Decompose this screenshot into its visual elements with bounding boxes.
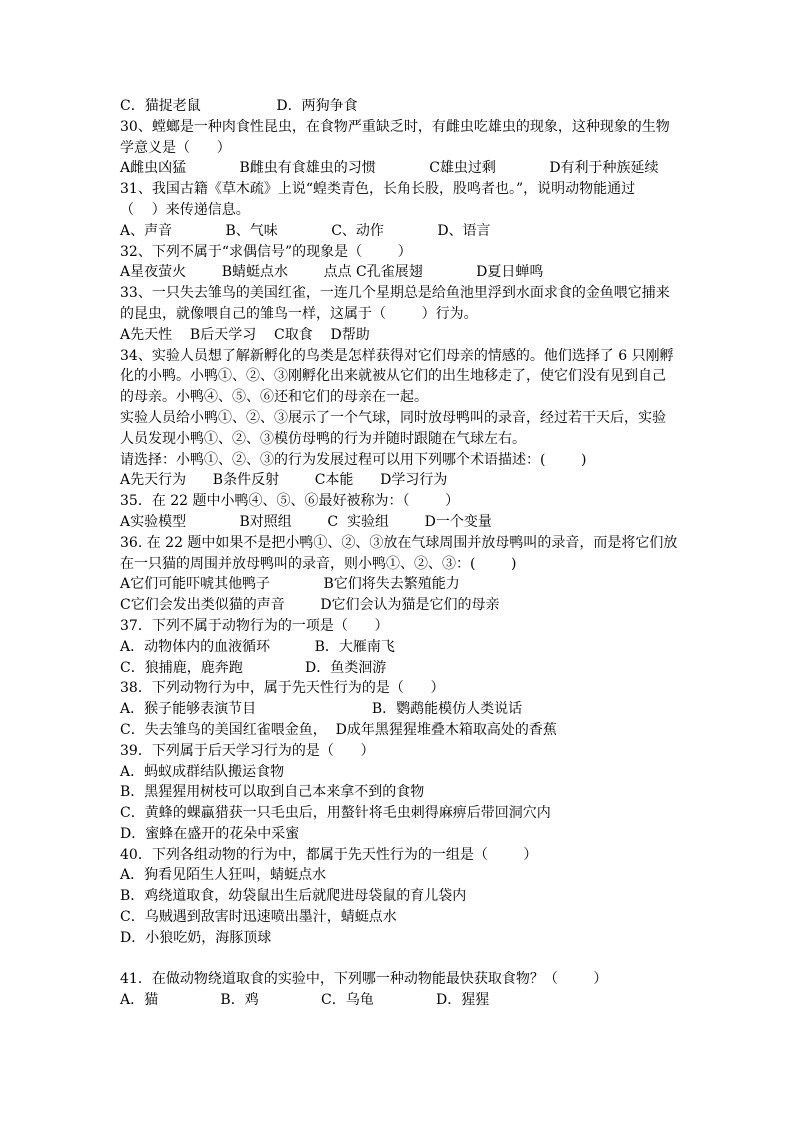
text-line: C．狼捕鹿，鹿奔跑 D．鱼类洄游 <box>120 659 387 676</box>
question-41: 41．在做动物绕道取食的实验中，下列哪一种动物能最快获取食物？（ ） <box>120 971 608 988</box>
text-line: A．猴子能够表演节目 B．鹦鹉能模仿人类说话 <box>120 701 523 718</box>
text-line: B．鸡绕道取食，幼袋鼠出生后就爬进母袋鼠的育儿袋内 <box>120 888 467 905</box>
text-line: A先天行为 B条件反射 C本能 D学习行为 <box>120 472 448 489</box>
text-line: 39．下列属于后天学习行为的是（ ） <box>120 742 375 759</box>
question-lines <box>120 96 690 949</box>
text-line: D．蜜蜂在盛开的花朵中采蜜 <box>120 825 300 842</box>
text-line: 31、我国古籍《草木疏》上说“蝗类青色，长角长股，股鸣者也。”，说明动物能通过 <box>120 181 636 198</box>
text-line: D．小狼吃奶，海豚顶球 <box>120 929 272 946</box>
text-line: 的母亲。小鸭④、⑤、⑥还和它们的母亲在一起。 <box>120 389 428 406</box>
text-line: C它们会发出类似猫的声音 D它们会认为猫是它们的母亲 <box>120 597 500 614</box>
text-line: 的昆虫，就像喂自己的雏鸟一样，这属于（ ）行为。 <box>120 305 478 322</box>
text-line: 请选择：小鸭①、②、③的行为发展过程可以用下列哪个术语描述：( ) <box>120 451 587 468</box>
text-line: C．黄蜂的蜾蠃猎获一只毛虫后，用螯针将毛虫刺得麻痹后带回洞穴内 <box>120 805 551 822</box>
text-line: 32、下列不属于“求偶信号”的现象是（ ） <box>120 243 412 260</box>
text-line: 30、螳螂是一种肉食性昆虫，在食物严重缺乏时，有雌虫吃雄虫的现象，这种现象的生物 <box>120 118 670 135</box>
text-line: C．乌贼遇到敌害时迅速喷出墨汁，蜻蜓点水 <box>120 909 397 926</box>
text-line: B．黑猩猩用树枝可以取到自己本来拿不到的食物 <box>120 784 425 801</box>
text-line: A先天性 B后天学习 C取食 D帮助 <box>120 326 370 343</box>
text-line: C．猫捉老鼠 D．两狗争食 <box>120 98 358 114</box>
exam-page <box>120 96 690 1011</box>
question-41-options: A．猫 B．鸡 C．乌龟 D．猩猩 <box>120 992 490 1009</box>
text-line: A它们可能吓唬其他鸭子 B它们将失去繁殖能力 <box>120 576 460 593</box>
text-line: 34、实验人员想了解新孵化的鸟类是怎样获得对它们母亲的情感的。他们选择了 6 只刚孵 <box>120 347 674 364</box>
text-line: 实验人员给小鸭①、②、③展示了一个气球，同时放母鸭叫的录音，经过若干天后，实验 <box>120 409 666 426</box>
text-line: 36. 在 22 题中如果不是把小鸭①、②、③放在气球周围并放母鸭叫的录音，而是将它们放 <box>120 534 678 551</box>
text-line: 化的小鸭。小鸭①、②、③刚孵化出来就被从它们的出生地移走了，使它们没有见到自己 <box>120 368 666 385</box>
text-line: 40．下列各组动物的行为中，都属于先天性行为的一组是（ ） <box>120 846 538 863</box>
text-line: 33、一只失去雏鸟的美国红雀，一连几个星期总是给鱼池里浮到水面求食的金鱼喂它捕来 <box>120 285 670 302</box>
text-line: 学意义是（ ） <box>120 139 231 156</box>
text-line: A．动物体内的血液循环 B．大雁南飞 <box>120 638 395 655</box>
text-line: A雌虫凶猛 B雌虫有食雄虫的习惯 C雄虫过剩 D有利于种族延续 <box>120 160 659 177</box>
text-line: 35．在 22 题中小鸭④、⑤、⑥最好被称为：（ ） <box>120 493 460 510</box>
text-line: A、声音 B、气味 C、动作 D、语言 <box>120 222 491 239</box>
text-line: C．失去雏鸟的美国红雀喂金鱼， D成年黑猩猩堆叠木箱取高处的香蕉 <box>120 721 557 738</box>
text-line: 37．下列不属于动物行为的一项是（ ） <box>120 617 389 634</box>
text-line: A星夜萤火 B蜻蜓点水 点点 C孔雀展翅 D夏日蝉鸣 <box>120 264 544 281</box>
text-line: 人员发现小鸭①、②、③模仿母鸭的行为并随时跟随在气球左右。 <box>120 430 526 447</box>
text-line: 38．下列动物行为中，属于先天性行为的是（ ） <box>120 680 445 697</box>
text-line: A．狗看见陌生人狂叫，蜻蜓点水 <box>120 867 327 884</box>
text-line: A实验模型 B对照组 C 实验组 D一个变量 <box>120 513 492 530</box>
text-line: A．蚂蚁成群结队搬运食物 <box>120 763 285 780</box>
text-line: 在一只猫的周围并放母鸭叫的录音，则小鸭①、②、③：( ) <box>120 555 517 572</box>
text-line: （ ）来传递信息。 <box>120 201 250 218</box>
